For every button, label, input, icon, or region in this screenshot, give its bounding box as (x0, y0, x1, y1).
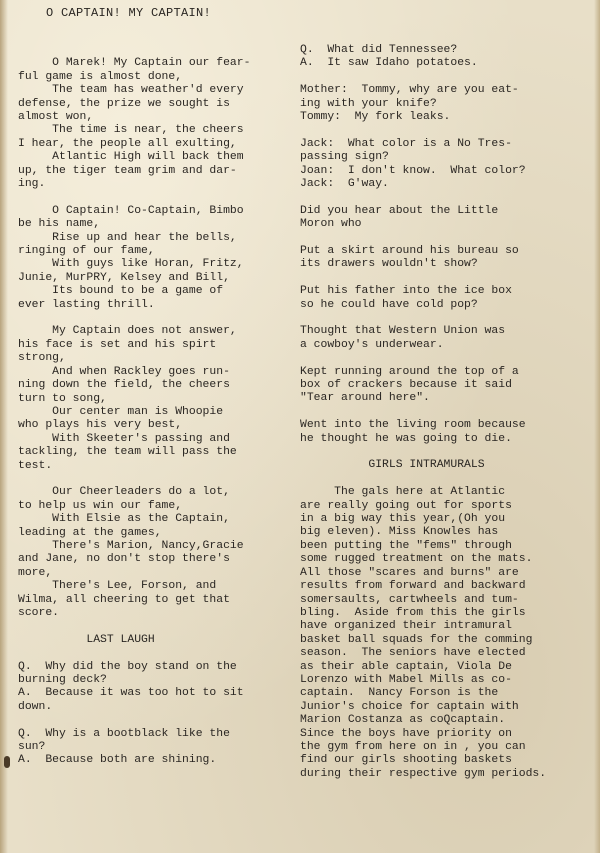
text-line: to help us win our fame, (18, 499, 183, 512)
text-line: ful game is almost done, (18, 70, 183, 83)
text-line: I hear, the people all exulting, (18, 137, 237, 150)
text-line: Q. What did Tennessee? (300, 44, 458, 56)
text-line: down. (18, 700, 53, 713)
text-line: Since the boys have priority on (300, 727, 512, 740)
text-line: Q. Why did the boy stand on the (18, 660, 237, 673)
text-line: test. (18, 459, 53, 472)
text-line: who plays his very best, (18, 419, 183, 432)
text-line: Joan: I don't know. What color? (300, 164, 526, 177)
text-line: Jack: What color is a No Tres- (300, 137, 512, 150)
text-line: passing sign? (300, 151, 389, 164)
text-line: basket ball squads for the comming (300, 633, 533, 646)
text-line: GIRLS INTRAMURALS (300, 459, 485, 472)
text-line (18, 312, 288, 325)
paper-edge-left (0, 0, 8, 853)
text-line: box of crackers because it said (300, 379, 512, 392)
text-line: somersaults, cartwheels and tum- (300, 593, 519, 606)
text-line: in a big way this year,(Oh you (300, 513, 506, 526)
text-line: With Elsie as the Captain, (18, 513, 230, 526)
text-line: some rugged treatment on the mats. (300, 553, 533, 566)
text-line: ever lasting thrill. (18, 298, 155, 311)
text-line (300, 124, 596, 137)
text-line: Its bound to be a game of (18, 285, 224, 298)
text-line (300, 446, 596, 459)
text-line: LAST LAUGH (18, 633, 155, 646)
text-line: With Skeeter's passing and (18, 432, 230, 445)
text-line: Marion Costanza as coQcaptain. (300, 714, 506, 727)
text-line: ing. (18, 178, 46, 191)
text-line: Put a skirt around his bureau so (300, 245, 519, 258)
text-line: Wilma, all cheering to get that (18, 593, 230, 606)
text-line: Put his father into the ice box (300, 285, 512, 298)
text-line: he thought he was going to die. (300, 432, 512, 445)
text-line: up, the tiger team grim and dar- (18, 164, 237, 177)
text-line: A. Because it was too hot to sit (18, 687, 244, 700)
text-line: results from forward and backward (300, 580, 526, 593)
text-line (18, 473, 288, 486)
text-line (300, 232, 596, 245)
text-line: more, (18, 566, 53, 579)
text-line (18, 620, 288, 633)
text-line: find our girls shooting baskets (300, 754, 512, 767)
text-line: Junior's choice for captain with (300, 700, 519, 713)
text-line: There's Lee, Forson, and (18, 580, 217, 593)
text-line: as their able captain, Viola De (300, 660, 512, 673)
text-line: almost won, (18, 111, 94, 124)
text-line: strong, (18, 352, 66, 365)
ink-blot (4, 756, 10, 768)
text-line: O Marek! My Captain our fear- (18, 57, 251, 70)
text-line: Did you hear about the Little (300, 204, 499, 217)
text-line: "Tear around here". (300, 392, 430, 405)
text-line: All those "scares and burns" are (300, 566, 519, 579)
text-line: ing with your knife? (300, 97, 437, 110)
text-line: be his name, (18, 218, 101, 231)
text-line (18, 647, 288, 660)
text-line: Mother: Tommy, why are you eat- (300, 84, 519, 97)
text-line: are really going out for sports (300, 499, 512, 512)
text-line: Atlantic High will back them (18, 151, 244, 164)
text-line: so he could have cold pop? (300, 298, 478, 311)
text-line: score. (18, 607, 60, 619)
text-line: Our center man is Whoopie (18, 405, 224, 418)
right-column (300, 44, 596, 781)
text-line (300, 406, 596, 419)
text-line: Our Cheerleaders do a lot, (18, 486, 230, 499)
text-line (300, 473, 596, 486)
text-line (300, 71, 596, 84)
text-line: O Captain! Co-Captain, Bimbo (18, 204, 244, 217)
text-line (300, 272, 596, 285)
text-line: A. It saw Idaho potatoes. (300, 57, 478, 70)
text-line: The team has weather'd every (18, 84, 244, 97)
text-line: burning deck? (18, 674, 107, 686)
text-line: tackling, the team will pass the (18, 446, 237, 459)
text-line: A. Because both are shining. (18, 754, 217, 767)
text-line: leading at the games, (18, 526, 162, 539)
text-line: its drawers wouldn't show? (300, 258, 478, 271)
text-line: have organized their intramural (300, 620, 512, 633)
text-line: There's Marion, Nancy,Gracie (18, 539, 244, 552)
text-line: his face is set and his spirt (18, 338, 217, 351)
text-line: With guys like Horan, Fritz, (18, 258, 244, 271)
text-line: Thought that Western Union was (300, 325, 506, 338)
text-line: captain. Nancy Forson is the (300, 687, 499, 700)
text-line: big eleven). Miss Knowles has (300, 526, 499, 539)
text-line: The time is near, the cheers (18, 124, 244, 137)
text-line: sun? (18, 741, 46, 754)
text-line: Kept running around the top of a (300, 365, 519, 378)
text-line: The gals here at Atlantic (300, 486, 506, 499)
text-line: defense, the prize we sought is (18, 97, 230, 110)
text-line: Q. Why is a bootblack like the (18, 727, 230, 740)
text-line: turn to song, (18, 392, 107, 405)
left-column (18, 44, 288, 768)
poem-title: O CAPTAIN! MY CAPTAIN! (46, 6, 212, 20)
text-line: a cowboy's underwear. (300, 338, 444, 351)
text-line: Rise up and hear the bells, (18, 231, 237, 244)
text-line: Junie, MurPRY, Kelsey and Bill, (18, 271, 230, 284)
text-line: My Captain does not answer, (18, 325, 237, 338)
text-line: season. The seniors have elected (300, 647, 526, 660)
text-line (300, 191, 596, 204)
text-line (18, 714, 288, 727)
text-line (300, 352, 596, 365)
text-line (300, 312, 596, 325)
text-line: Jack: G'way. (300, 178, 389, 191)
text-line: Went into the living room because (300, 419, 526, 432)
text-line: Lorenzo with Mabel Mills as co- (300, 673, 512, 686)
text-line: and Jane, no don't stop there's (18, 553, 230, 566)
text-line: been putting the "fems" through (300, 539, 512, 552)
text-line (18, 44, 288, 57)
text-line: Tommy: My fork leaks. (300, 111, 451, 124)
text-line: ringing of our fame, (18, 245, 155, 258)
text-line: ning down the field, the cheers (18, 379, 230, 392)
text-line: And when Rackley goes run- (18, 365, 230, 378)
text-line: during their respective gym periods. (300, 767, 547, 780)
text-line: the gym from here on in , you can (300, 740, 526, 753)
text-line (18, 191, 288, 204)
text-line: Moron who (300, 218, 362, 231)
text-line: bling. Aside from this the girls (300, 606, 526, 619)
